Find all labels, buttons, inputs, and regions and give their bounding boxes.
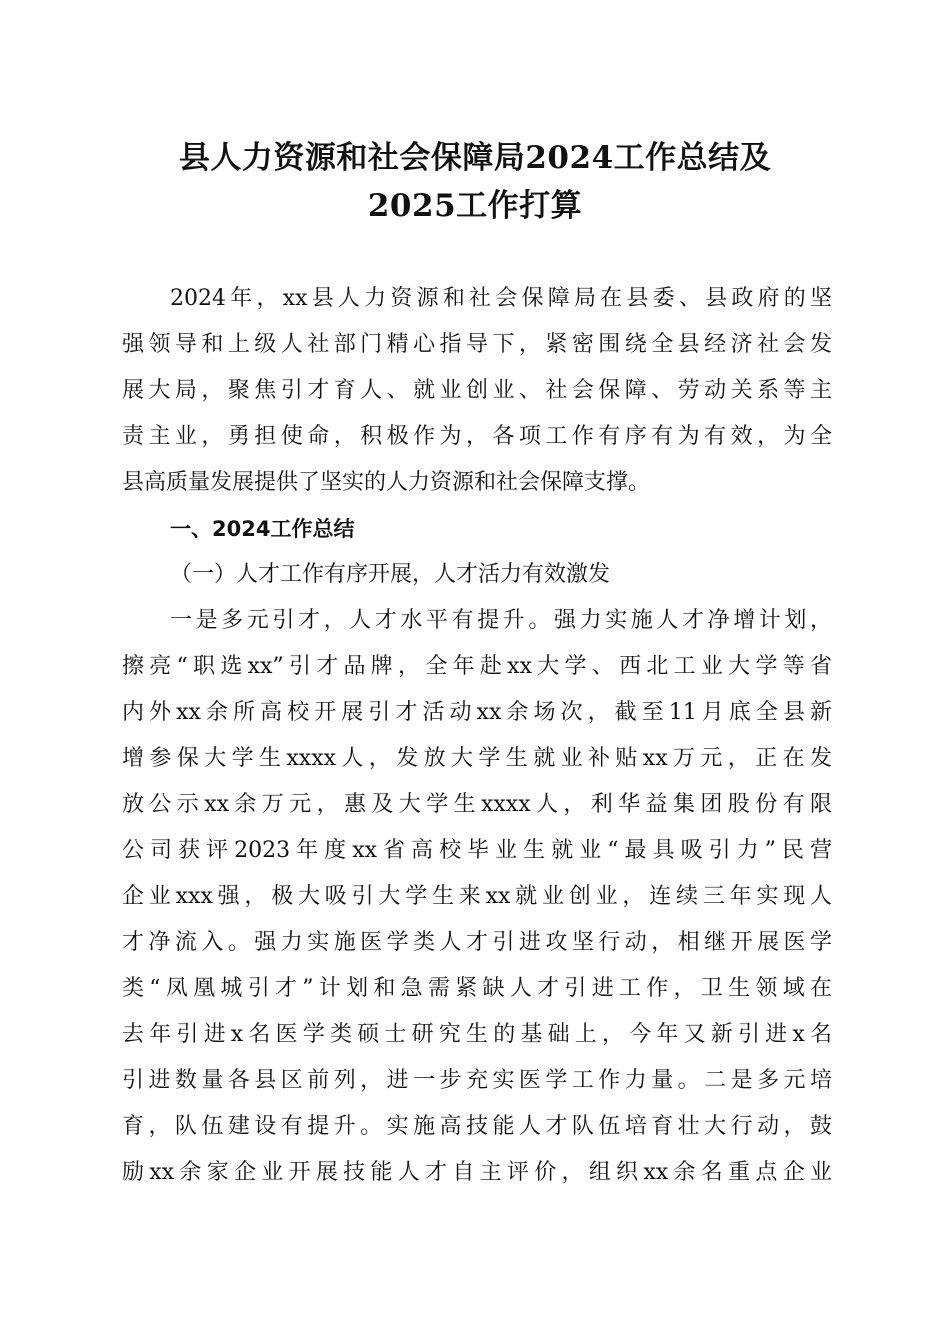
subsection-heading: （一）人才工作有序开展，人才活力有效激发 [170,562,611,587]
body-line: 企业xxx强，极大吸引大学生来xx就业创业，连续三年实现人 [122,884,832,909]
body-line: 类“凤凰城引才”计划和急需紧缺人才引进工作，卫生领域在 [122,976,832,1001]
intro-line: 展大局，聚焦引才育人、就业创业、社会保障、劳动关系等主 [122,378,832,403]
intro-line: 县高质量发展提供了坚实的人力资源和社会保障支撑。 [122,470,651,495]
document-title-line-1: 县人力资源和社会保障局2024工作总结及 [178,140,772,176]
body-line: 育，队伍建设有提升。实施高技能人才队伍培育壮大行动，鼓 [122,1114,832,1139]
body-line: 增参保大学生xxxx人，发放大学生就业补贴xx万元，正在发 [122,746,832,771]
intro-line: 强领导和上级人社部门精心指导下，紧密围绕全县经济社会发 [122,332,832,357]
body-line: 引进数量各县区前列，进一步充实医学工作力量。二是多元培 [122,1068,832,1093]
body-line: 公司获评2023年度xx省高校毕业生就业“最具吸引力”民营 [122,838,832,863]
intro-line: 责主业，勇担使命，积极作为，各项工作有序有为有效，为全 [122,424,832,449]
body-line: 去年引进x名医学类硕士研究生的基础上，今年又新引进x名 [122,1022,832,1047]
body-line: 放公示xx余万元，惠及大学生xxxx人，利华益集团股份有限 [122,792,832,817]
section-heading: 一、2024工作总结 [170,517,355,541]
body-line: 才净流入。强力实施医学类人才引进攻坚行动，相继开展医学 [122,930,832,955]
body-line: 励xx余家企业开展技能人才自主评价，组织xx余名重点企业 [122,1160,832,1185]
body-line: 一是多元引才，人才水平有提升。强力实施人才净增计划， [170,608,832,633]
body-line: 内外xx余所高校开展引才活动xx余场次，截至11月底全县新 [122,700,832,725]
intro-line: 2024年，xx县人力资源和社会保障局在县委、县政府的坚 [170,286,832,311]
document-title-line-2: 2025工作打算 [367,188,583,224]
body-line: 擦亮“职选xx”引才品牌，全年赴xx大学、西北工业大学等省 [122,654,832,679]
